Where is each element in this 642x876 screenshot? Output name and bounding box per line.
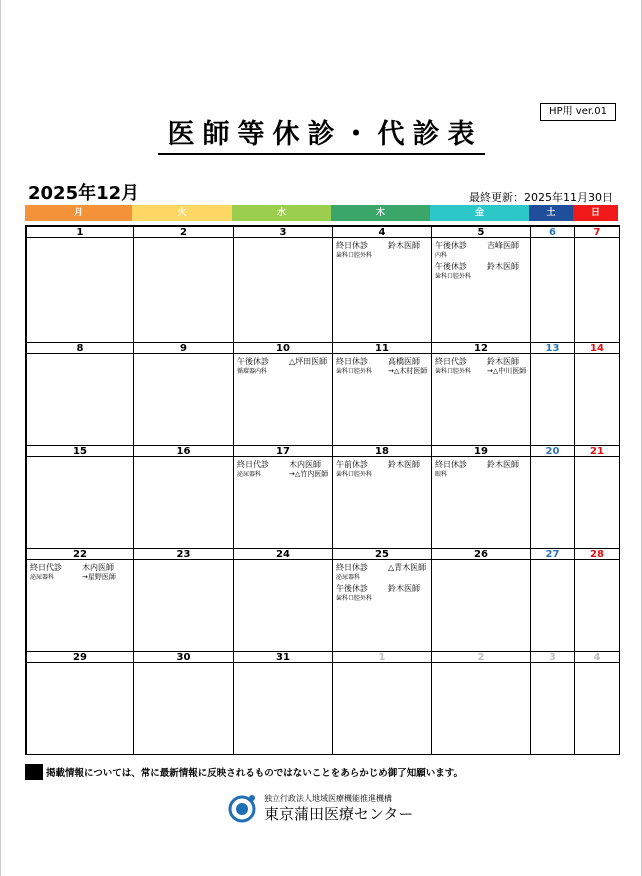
day-number: 20 [531,446,574,457]
closure-entry [435,357,530,376]
weekday-label: 日 [573,205,618,221]
calendar-day-cell [333,549,432,652]
calendar-day-cell [27,549,134,652]
closure-status: 終日休診 [336,563,368,572]
calendar-day-cell [531,446,575,549]
day-number: 29 [27,652,133,663]
closure-entry [435,262,530,281]
department: 歯科口腔外科 [336,471,373,478]
calendar-day-cell [134,652,234,755]
calendar-week-row [27,343,620,446]
day-entries [27,560,133,582]
weekday-label: 火 [132,205,232,221]
calendar-day-cell [27,446,134,549]
entry-left [336,241,388,260]
closure-status: 終日休診 [336,357,368,366]
calendar-day-cell [27,227,134,343]
day-entries [333,560,431,603]
entry-left [237,357,289,376]
calendar-day-cell [234,446,333,549]
day-number: 19 [432,446,530,457]
day-number: 1 [333,652,431,663]
day-number: 31 [234,652,332,663]
doctor-name: 鈴木医師 [388,460,420,469]
day-number: 27 [531,549,574,560]
department: 循環器内科 [237,368,268,375]
day-number: 8 [27,343,133,354]
doctor-name: △坪田医師 [289,357,328,366]
calendar-day-cell [333,446,432,549]
closure-status: 午後休診 [435,262,467,271]
doctor-name: 鈴木医師 [487,460,519,469]
day-number: 24 [234,549,332,560]
calendar-week-row [27,549,620,652]
entry-right [82,563,116,582]
month-label: 2025年12月 [28,183,140,204]
day-entries [333,238,431,260]
entry-left [30,563,82,582]
day-number: 10 [234,343,332,354]
entry-left [435,262,487,281]
day-number: 13 [531,343,574,354]
department: 歯科口腔外科 [336,368,373,375]
substitute-doctor: →△中川医師 [487,367,527,375]
substitute-doctor: →△竹内医師 [289,470,329,478]
calendar-day-cell [27,652,134,755]
calendar-day-cell [134,446,234,549]
day-number: 26 [432,549,530,560]
closure-status: 午後休診 [237,357,269,366]
organization-name: 東京蒲田医療センター [264,805,414,823]
day-entries [333,354,431,376]
day-number: 21 [575,446,619,457]
day-entries [234,457,332,479]
version-label: HP用 ver.01 [540,103,616,121]
weekday-header [25,205,618,221]
calendar-day-cell [27,343,134,446]
calendar-day-cell [575,227,620,343]
calendar-day-cell [432,549,531,652]
weekday-label: 金 [430,205,529,221]
calendar-day-cell [432,227,531,343]
organization-footer [228,793,413,824]
calendar-day-cell [333,652,432,755]
closure-entry [237,357,332,376]
weekday-label: 土 [529,205,573,221]
notice [25,764,463,780]
closure-status: 終日休診 [435,460,467,469]
calendar-day-cell [531,227,575,343]
entry-left [336,460,388,479]
day-number: 4 [333,227,431,238]
entry-right [388,241,420,251]
calendar-day-cell [432,446,531,549]
organization-text [264,793,413,824]
last-updated: 最終更新：2025年11月30日 [469,191,613,204]
document-title-wrap [0,117,642,155]
doctor-name: 木内医師 [289,460,321,469]
day-number: 6 [531,227,574,238]
calendar-day-cell [234,652,333,755]
doctor-name: 鈴木医師 [388,584,420,593]
calendar-day-cell [531,549,575,652]
closure-status: 終日代診 [30,563,62,572]
closure-status: 午後休診 [336,584,368,593]
department: 泌尿器科 [30,574,55,581]
closure-status: 午前休診 [336,460,368,469]
calendar-day-cell [134,227,234,343]
department: 眼科 [435,471,448,478]
day-number: 2 [134,227,233,238]
day-number: 14 [575,343,619,354]
calendar-day-cell [234,227,333,343]
calendar-day-cell [531,652,575,755]
department: 泌尿器科 [336,574,361,581]
calendar-week-row [27,227,620,343]
department: 内科 [435,252,448,259]
entry-right [487,262,519,272]
day-number: 28 [575,549,619,560]
department: 歯科口腔外科 [336,595,373,602]
entry-right [388,357,427,376]
calendar-day-cell [575,446,620,549]
day-number: 22 [27,549,133,560]
doctor-name: 吉峰医師 [487,241,519,250]
calendar-day-cell [432,343,531,446]
substitute-doctor: →星野医師 [82,573,116,581]
doctor-name: 木内医師 [82,563,114,572]
calendar-day-cell [234,343,333,446]
department: 歯科口腔外科 [435,368,472,375]
closure-entry [336,357,431,376]
doctor-name: 鈴木医師 [487,262,519,271]
entry-right [388,584,420,594]
entry-right [289,357,327,367]
closure-status: 終日代診 [237,460,269,469]
weekday-label: 月 [25,205,132,221]
closure-entry [336,460,431,479]
entry-left [336,357,388,376]
calendar-day-cell [234,549,333,652]
day-number: 5 [432,227,530,238]
entry-right [487,357,526,376]
calendar-day-cell [575,343,620,446]
entry-left [237,460,289,479]
closure-entry [237,460,332,479]
notice-text: 掲載情報については、常に最新情報に反映されるものではないことをあらかじめ御了知願います。 [46,768,464,779]
calendar-day-cell [575,652,620,755]
day-number: 3 [234,227,332,238]
substitute-doctor: →△木村医師 [388,367,428,375]
document-title: 医師等休診・代診表 [158,117,485,155]
closure-entry [336,584,431,603]
closure-entry [435,241,530,260]
closure-status: 終日休診 [336,241,368,250]
day-number: 3 [531,652,574,663]
day-number: 7 [575,227,619,238]
weekday-label: 水 [232,205,331,221]
closure-status: 終日代診 [435,357,467,366]
calendar-week-row [27,652,620,755]
closure-status: 午後休診 [435,241,467,250]
entry-right [487,241,519,251]
entry-left [336,584,388,603]
organization-logo-icon [228,793,258,823]
day-number: 23 [134,549,233,560]
doctor-name: 鈴木医師 [487,357,519,366]
department: 歯科口腔外科 [435,273,472,280]
calendar-day-cell [432,652,531,755]
calendar-day-cell [333,227,432,343]
day-number: 11 [333,343,431,354]
day-number: 18 [333,446,431,457]
doctor-name: △青木医師 [388,563,427,572]
entry-right [289,460,328,479]
day-entries [432,457,530,479]
entry-right [388,563,426,573]
notice-marker [25,764,43,780]
entry-right [388,460,420,470]
day-number: 17 [234,446,332,457]
organization-subtitle: 独立行政法人地域医療機能推進機構 [264,794,392,803]
department: 泌尿器科 [237,471,262,478]
entry-left [435,357,487,376]
weekday-label: 木 [331,205,430,221]
closure-entry [435,460,530,479]
calendar-day-cell [575,549,620,652]
calendar-day-cell [134,343,234,446]
department: 歯科口腔外科 [336,252,373,259]
entry-right [487,460,519,470]
day-number: 4 [575,652,619,663]
day-entries [432,354,530,376]
day-number: 25 [333,549,431,560]
entry-left [435,460,487,479]
day-number: 1 [27,227,133,238]
closure-entry [30,563,133,582]
day-number: 9 [134,343,233,354]
closure-entry [336,563,431,582]
day-number: 15 [27,446,133,457]
calendar-day-cell [531,343,575,446]
closure-entry [336,241,431,260]
day-number: 30 [134,652,233,663]
calendar-grid [25,225,620,755]
entry-left [435,241,487,260]
day-entries [333,457,431,479]
calendar-week-row [27,446,620,549]
entry-left [336,563,388,582]
doctor-name: 高橋医師 [388,357,420,366]
day-number: 2 [432,652,530,663]
day-entries [432,238,530,281]
calendar-day-cell [333,343,432,446]
day-number: 16 [134,446,233,457]
calendar-day-cell [134,549,234,652]
doctor-name: 鈴木医師 [388,241,420,250]
day-number: 12 [432,343,530,354]
day-entries [234,354,332,376]
